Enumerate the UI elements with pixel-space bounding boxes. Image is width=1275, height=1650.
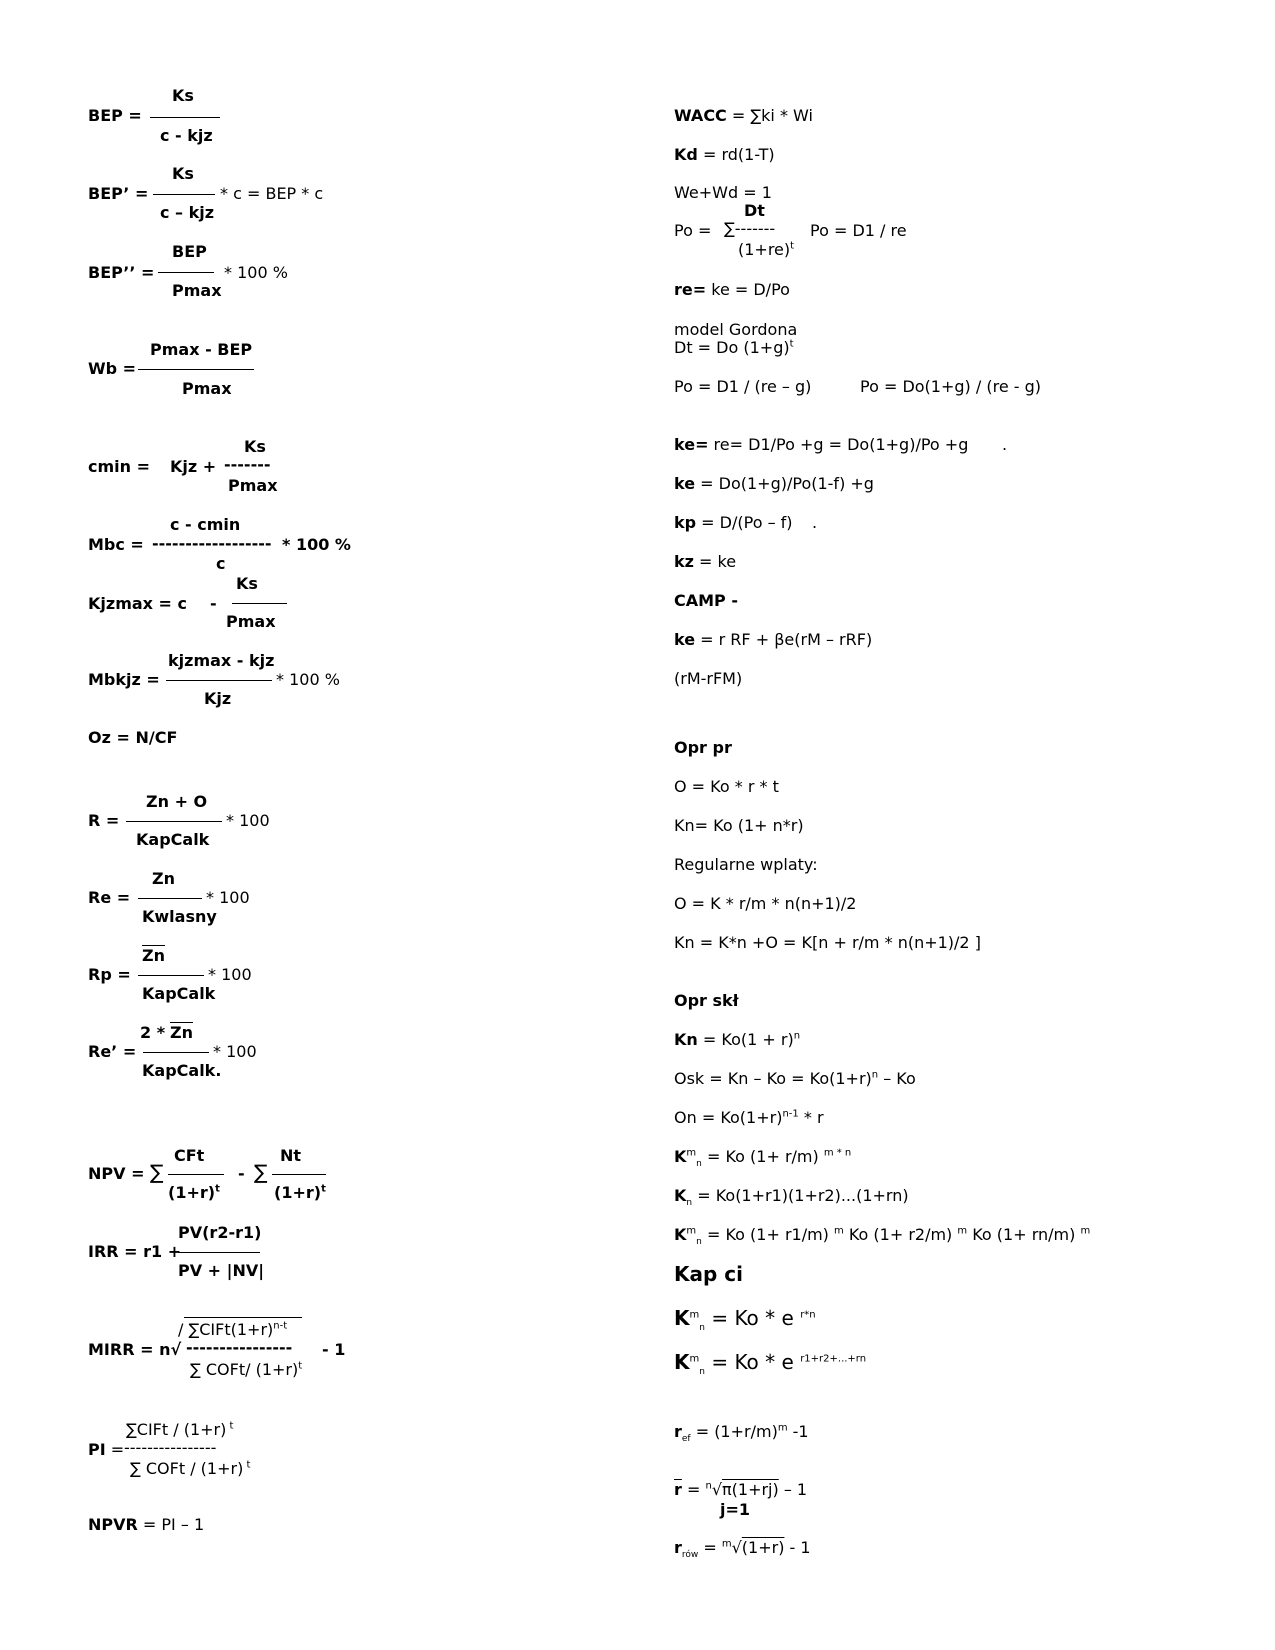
r-tail: * 100 <box>226 811 270 830</box>
mbkjz-label: Mbkjz = <box>88 670 160 689</box>
formula-kn-4: $K_n = Ko(1+r1)(1+r2)...(1+rn)$ <box>674 1186 909 1209</box>
formula-kp: kp = D/(Po – f) <box>674 513 793 532</box>
re-tail: * 100 <box>206 888 250 907</box>
re-denominator: Kwlasny <box>142 907 217 926</box>
mirr-dash: ---------------- <box>186 1338 293 1357</box>
mbkjz-tail: * 100 % <box>276 670 340 689</box>
po-numerator: Dt <box>744 201 765 220</box>
po-label: Po = <box>674 221 712 240</box>
rp-tail: * 100 <box>208 965 252 984</box>
bep-double-prime-label: BEP’’ = <box>88 263 155 282</box>
npv-sum-2: ∑ <box>254 1160 268 1184</box>
formula-kmn-1: $K^m_n = Ko$ (1+ r/m) $^{m * n}$ <box>674 1147 852 1170</box>
mbc-numerator: c - cmin <box>170 515 241 534</box>
npv-sum-1: ∑ <box>150 1160 164 1184</box>
kap-ci-heading: Kap ci <box>674 1262 743 1286</box>
rp-label: Rp = <box>88 965 131 984</box>
formula-npvr: NPVR = PI – 1 <box>88 1515 205 1534</box>
fraction-bar <box>232 603 287 604</box>
irr-label: IRR = r1 + <box>88 1242 182 1261</box>
formula-oz: Oz = N/CF <box>88 728 178 747</box>
mirr-tail: - 1 <box>322 1340 346 1359</box>
bep-denominator: c - kjz <box>160 126 213 145</box>
r-numerator: Zn + O <box>146 792 208 811</box>
fraction-bar <box>153 194 215 195</box>
fraction-bar <box>138 975 204 976</box>
cmin-kjz: Kjz + <box>170 457 217 476</box>
formula-we-wd: We+Wd = 1 <box>674 183 772 202</box>
mbkjz-denominator: Kjz <box>204 689 232 708</box>
fraction-bar <box>158 272 214 273</box>
kjzmax-numerator: Ks <box>236 574 258 593</box>
bep-double-prime-denominator: Pmax <box>172 281 222 300</box>
formula-o: O = Ko * r * t <box>674 777 779 796</box>
po-denominator: $(1+re)^t$ <box>738 240 795 259</box>
bep-prime-denominator: c – kjz <box>160 203 215 222</box>
formula-wacc: WACC = ∑ki * Wi <box>674 106 813 125</box>
opr-skl-heading: Opr skł <box>674 991 739 1010</box>
formula-re-ke: re= ke = D/Po <box>674 280 790 299</box>
fraction-bar <box>150 117 220 118</box>
formula-o-2: O = K * r/m * n(n+1)/2 <box>674 894 857 913</box>
re-prime-tail: * 100 <box>213 1042 257 1061</box>
formula-kn-1: Kn= Ko (1+ n*r) <box>674 816 804 835</box>
fraction-bar <box>168 1174 224 1175</box>
formula-po-gordon-a: Po = D1 / (re – g) <box>674 377 812 396</box>
camp-heading: CAMP - <box>674 591 738 610</box>
rp-numerator: $\overline{Zn}$ <box>142 946 165 965</box>
wb-denominator: Pmax <box>182 379 232 398</box>
re-prime-numerator-a: 2 * <box>140 1023 166 1042</box>
regularne-heading: Regularne wplaty: <box>674 855 818 874</box>
formula-kz: kz = ke <box>674 552 737 571</box>
formula-kn-3: $Kn = Ko(1 + r)^n$ <box>674 1030 801 1049</box>
fraction-bar <box>138 898 202 899</box>
bep-double-prime-numerator: BEP <box>172 242 207 261</box>
ke-1-dot: . <box>1002 435 1008 454</box>
bep-double-prime-tail: * 100 % <box>224 263 288 282</box>
mbkjz-numerator: kjzmax - kjz <box>168 651 275 670</box>
r-bar-under: j=1 <box>720 1500 751 1519</box>
opr-pr-heading: Opr pr <box>674 738 732 757</box>
pi-numerator: ∑CIFt / (1+r) $^t$ <box>126 1420 234 1439</box>
mirr-label: MIRR = n√ <box>88 1340 182 1359</box>
wb-numerator: Pmax - BEP <box>150 340 253 359</box>
kjzmax-denominator: Pmax <box>226 612 276 631</box>
formula-kmn-4: $K^m_n = Ko * e$ $^{r1+r2+...+rn}$ <box>674 1350 867 1377</box>
formula-po-gordon-b: Po = Do(1+g) / (re - g) <box>860 377 1041 396</box>
pi-denominator: ∑ COFt / (1+r) $^t$ <box>130 1459 251 1478</box>
mirr-denominator: ∑ COFt/ $(1+r)^t$ <box>190 1360 303 1379</box>
rp-denominator: KapCalk <box>142 984 216 1003</box>
irr-denominator: PV + |NV| <box>178 1261 265 1280</box>
npv-numerator-1: CFt <box>174 1146 205 1165</box>
pi-dash: ---------------- <box>124 1438 217 1457</box>
r-bar-symbol: $\overline{r}$ <box>674 1480 682 1499</box>
re-prime-denominator: KapCalk. <box>142 1061 222 1080</box>
formula-r-row: $r_{rów} = ^m√(1+r) - 1$ <box>674 1538 811 1561</box>
fraction-bar <box>166 680 272 681</box>
cmin-denominator: Pmax <box>228 476 278 495</box>
pi-label-line: PI = <box>88 1440 125 1459</box>
fraction-bar <box>178 1252 260 1253</box>
re-prime-label: Re’ = <box>88 1042 137 1061</box>
npv-minus: - <box>238 1164 245 1183</box>
formula-ke-2: ke = Do(1+g)/Po(1-f) +g <box>674 474 874 493</box>
formula-on: $On = Ko(1+r)^{n-1} * r$ <box>674 1108 824 1127</box>
mbc-label: Mbc = <box>88 535 144 554</box>
mbc-dash: ------------------ <box>152 534 272 553</box>
npv-denominator-2: $(1+r)^t$ <box>274 1183 326 1202</box>
re-prime-numerator-b: $\overline{Zn}$ <box>170 1023 193 1042</box>
cmin-dash: ------- <box>224 455 271 474</box>
formula-ke-3: ke = r RF + βe(rM – rRF) <box>674 630 873 649</box>
r-label: R = <box>88 811 120 830</box>
bep-prime-label: BEP’ = <box>88 184 149 203</box>
fraction-bar <box>138 369 254 370</box>
formula-ke-1: ke= re= D1/Po +g = Do(1+g)/Po +g <box>674 435 969 454</box>
r-denominator: KapCalk <box>136 830 210 849</box>
formula-sheet: BEP = Ks c - kjz BEP’ = Ks * c = BEP * c c – kjz BEP’’ = BEP * 100 % Pmax Wb = Pmax - BEP Pmax cmin = Kjz + Ks ------- Pmax c - cmin Mbc = ------------------ * 100 % c Ks Kjzmax = c - Pmax kjzmax - kjz Mbkjz = * 100 % Kjz Oz = N/CF Zn + O R = * 100 KapCalk Zn Re = * 100 Kwlasny $\overline{Zn}$ Rp = * 100 KapCalk 2 * $\overline{Zn}$ Re’ = * 100 KapCalk. NPV = ∑ CFt $(1+r)^t$ - ∑ Nt $(1+r)^t$ PV(r2-r1) IRR = r1 + PV + |NV| / $\sum CIFt(1+r)^{n-t}$ MIRR = n√ ---------------- - 1 ∑ COFt/ $(1+r)^t$ ∑CIFt / (1+r) $^t$ PI = ---------------- ∑ COFt / (1+r) $^t$ NPVR = PI – 1 WACC = ∑ki * Wi Kd = rd(1-T) We+Wd = 1 Dt Po = ∑------- Po = D1 / re $(1+re)^t$ re= ke = D/Po model Gordona Dt = Do $(1+g)^t$ Po = D1 / (re – g) Po = Do(1+g) / (re - g) ke= re= D1/Po +g = Do(1+g)/Po +g . ke = Do(1+g)/Po(1-f) +g kp = D/(Po – f) . kz = ke CAMP - ke = r RF + βe(rM – rRF) (rM-rFM) Opr pr O = Ko * r * t Kn= Ko (1+ n*r) Regularne wplaty: O = K * r/m * n(n+1)/2 Kn = K*n +O = K[n + r/m * n(n+1)/2 ] Opr skł $Kn = Ko(1 + r)^n$ Osk = $Kn - Ko = Ko(1+r)^n - Ko$ $On = Ko(1+r)^{n-1} * r$ $K^m_n = Ko$ (1+ r/m) $^{m * n}$ $K_n = Ko(1+r1)(1+r2)...(1+rn)$ $K^m_n = Ko$ (1+ r1/m) $^m$ Ko (1+ r2/m) $^m$ Ko (1+ rn/m) $^m$ Kap ci $K^m_n = Ko * e$ $^{r*n}$ $K^m_n = Ko * e$ $^{r1+r2+...+rn}$ $r_{ef} = (1+r/m)^m$ -1 $\overline{r} = ^n√\pi(1+rj) - 1$ j=1 $r_{rów} = ^m√(1+r) - 1$ <box>88 86 1091 1561</box>
wb-label: Wb = <box>88 359 137 378</box>
cmin-numerator: Ks <box>244 437 266 456</box>
bep-label: BEP = <box>88 106 142 125</box>
bep-prime-tail: * c = BEP * c <box>220 184 324 203</box>
kp-dot: . <box>812 513 818 532</box>
re-numerator: Zn <box>152 869 175 888</box>
irr-numerator: PV(r2-r1) <box>178 1223 262 1242</box>
formula-kn-2: Kn = K*n +O = K[n + r/m * n(n+1)/2 ] <box>674 933 981 952</box>
formula-kd: Kd = rd(1-T) <box>674 145 775 164</box>
mbc-denominator: c <box>216 554 226 573</box>
kjzmax-minus: - <box>210 594 217 613</box>
gordon-title: model Gordona <box>674 320 798 339</box>
kjzmax-label: Kjzmax = c <box>88 594 188 613</box>
re-label: Re = <box>88 888 131 907</box>
npv-label: NPV = <box>88 1164 145 1183</box>
po-alt: Po = D1 / re <box>810 221 907 240</box>
radical-bar <box>184 1317 302 1318</box>
formula-kmn-3: $K^m_n = Ko * e$ $^{r*n}$ <box>674 1306 816 1333</box>
npv-numerator-2: Nt <box>280 1146 302 1165</box>
po-sum: ∑------- <box>724 219 776 238</box>
mbc-tail: * 100 % <box>282 535 351 554</box>
formula-osk: Osk = $Kn - Ko = Ko(1+r)^n - Ko$ <box>674 1069 916 1088</box>
gordon-line: Dt = Do $(1+g)^t$ <box>674 338 794 357</box>
formula-ref: $r_{ef} = (1+r/m)^m$ -1 <box>674 1422 809 1445</box>
cmin-label: cmin = <box>88 457 151 476</box>
bep-prime-numerator: Ks <box>172 164 194 183</box>
formula-rm-rfm: (rM-rFM) <box>674 669 743 688</box>
npv-denominator-1: $(1+r)^t$ <box>168 1183 220 1202</box>
fraction-bar <box>126 821 222 822</box>
bep-numerator: Ks <box>172 86 194 105</box>
fraction-bar <box>272 1174 326 1175</box>
fraction-bar <box>143 1052 209 1053</box>
mirr-numerator: / $\sum CIFt(1+r)^{n-t}$ <box>178 1320 288 1339</box>
formula-kmn-2: $K^m_n = Ko$ (1+ r1/m) $^m$ Ko (1+ r2/m) $^m$ Ko (1+ rn/m) $^m$ <box>674 1225 1091 1248</box>
